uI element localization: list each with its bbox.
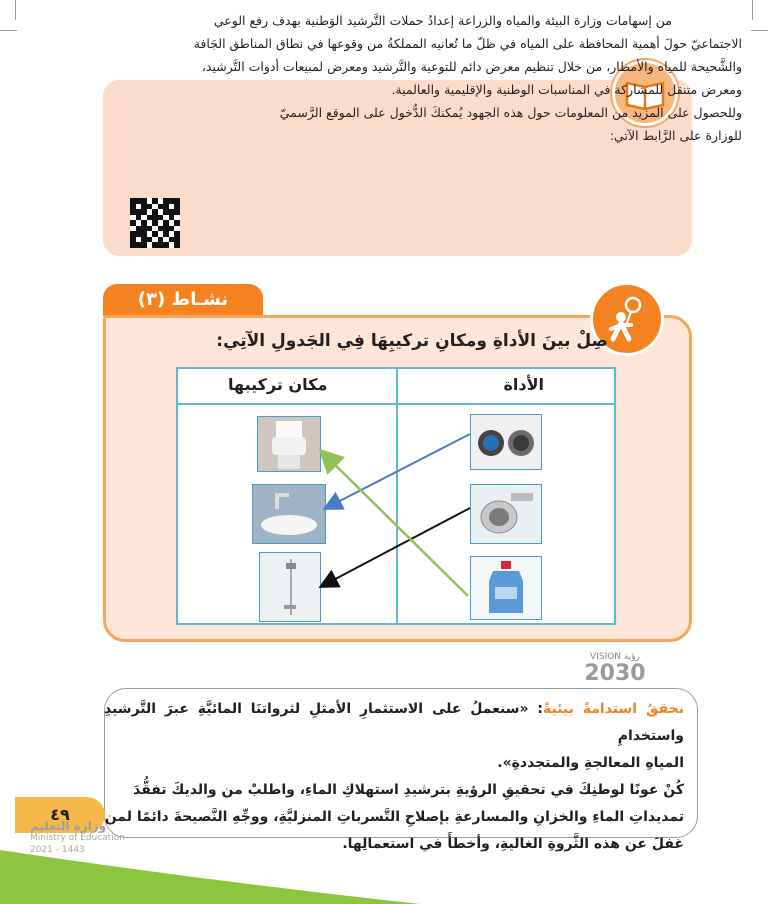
sustainability-label: نحققُ استدامةً بيئيةً (543, 701, 684, 717)
activity-instruction: صِلْ بينَ الأداةِ ومكانِ تركيبِهَا فِي الجَدولِ الآتِي: (216, 331, 608, 351)
info-line: والشَّحيحة للمياه والأمطار، من خلال تنظيم معرض دائم للتوعية والتَّرشيد ومعرض لمبيعات أدوات التَّرشيد، (201, 59, 742, 74)
info-line: للوزارة على الرَّابط الآتي: (609, 128, 742, 143)
header-tool: الأداة (503, 375, 544, 394)
sustainability-line: المياهِ المعالجةِ والمتجددةِ». (497, 755, 684, 771)
info-line: الاجتماعيّ حولَ أهمية المحافظة على المياه في ظلّ ما تُعانيه المملكةُ من وقوعها في نطاق المناطق الجَافة (193, 36, 742, 51)
vision-year: 2030 (584, 661, 646, 686)
sustainability-line: تمديداتِ الماءِ والخزانِ والمسارعةِ بإصلاحِ التَّسرباتِ المنزليَّةِ، ووجِّهِ النَّصيحةَ دائمًا لمن (104, 809, 684, 825)
vision-label: VISION رؤية (590, 652, 640, 662)
sustainability-line: كُنْ عونًا لوطنِكَ في تحقيقِ الرؤيةِ بترشيدِ استهلاكِ الماءِ، واطلبْ من والديكَ تفقُّدَ (133, 782, 684, 798)
ministry-name-ar: وزارة التعليم (30, 819, 107, 833)
header-place: مكان تركيبها (228, 375, 328, 394)
sustainability-line: نحققُ استدامةً بيئيةً: «سنعملُ على الاستثمارِ الأمثلِ لثرواتنَا المائيَّةِ عبرَ التَّرشيدِ واستخدامِ (104, 701, 684, 744)
info-line: وللحصول على المزيد من المعلومات حول هذه الجهود يُمكنكَ الدُّخول على الموقع الرَّسميّ (279, 105, 742, 120)
page-number: ٤٩ (15, 797, 105, 833)
info-line: ومعرض متنقل للمشاركة في المناسبات الوطنية والإقليمية والعالمية. (391, 82, 742, 97)
activity-tab: نشـاط (٣) (103, 284, 263, 316)
ministry-logo (30, 820, 140, 856)
arrow-faucet-to-sink (326, 434, 470, 508)
sustainability-line: غفلَ عن هذه الثَّروةِ الغاليةِ، وأخطأَ في استعمالِها. (342, 836, 684, 852)
arrow-shower-head-to-shower (322, 508, 470, 586)
ministry-name-en: Ministry of Education (30, 833, 125, 843)
ministry-year: 2021 - 1443 (30, 845, 85, 855)
info-line: من إسهامات وزارة البيئة والمياه والزراعة إعدادُ حملات التَّرشيد الوَطنية بهدف رفع الوعي (213, 13, 672, 28)
